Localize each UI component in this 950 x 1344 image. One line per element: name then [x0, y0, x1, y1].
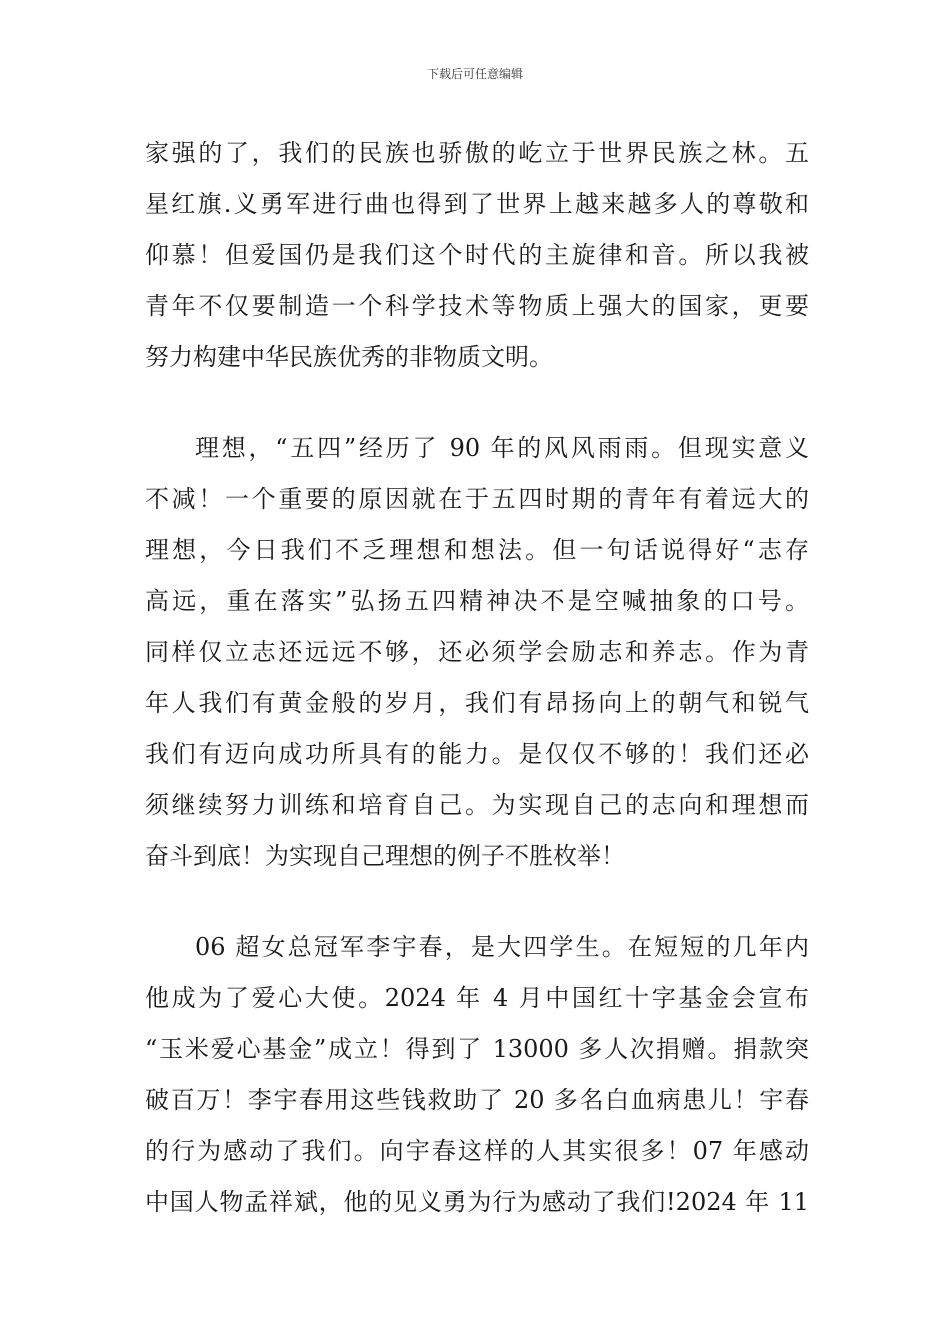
text-line: 中国人物孟祥斌，他的见义勇为行为感动了我们!2024 年 11 — [145, 1188, 809, 1216]
text-line: 理想，“五四”经历了 90 年的风风雨雨。但现实意义 — [195, 434, 809, 462]
text-line: 理想，今日我们不乏理想和想法。但一句话说得好“志存 — [145, 536, 809, 564]
text-line: 不减！一个重要的原因就在于五四时期的青年有着远大的 — [145, 485, 809, 513]
text-line: 年人我们有黄金般的岁月，我们有昂扬向上的朝气和锐气 — [145, 689, 809, 717]
text-line: 努力构建中华民族优秀的非物质文明。 — [145, 343, 553, 371]
text-line: 奋斗到底！为实现自己理想的例子不胜枚举！ — [145, 842, 625, 870]
text-line: “玉米爱心基金”成立！得到了 13000 多人次捐赠。捐款突 — [145, 1035, 809, 1063]
text-line: 我们有迈向成功所具有的能力。是仅仅不够的！我们还必 — [145, 740, 809, 768]
text-line: 破百万！李宇春用这些钱救助了 20 多名白血病患儿！宇春 — [145, 1086, 809, 1114]
paragraph-3 — [145, 922, 809, 1228]
document-body — [145, 128, 809, 1228]
text-line: 同样仅立志还远远不够，还必须学会励志和养志。作为青 — [145, 638, 809, 666]
paragraph-1 — [145, 128, 809, 383]
text-line: 家强的了，我们的民族也骄傲的屹立于世界民族之林。五 — [145, 139, 809, 167]
text-line: 青年不仅要制造一个科学技术等物质上强大的国家，更要 — [145, 292, 809, 320]
paragraph-gap — [145, 882, 809, 922]
text-line: 的行为感动了我们。向宇春这样的人其实很多！07 年感动 — [145, 1137, 809, 1165]
text-line: 06 超女总冠军李宇春，是大四学生。在短短的几年内 — [195, 933, 809, 961]
paragraph-2 — [145, 423, 809, 882]
text-line: 高远，重在落实”弘扬五四精神决不是空喊抽象的口号。 — [145, 587, 809, 615]
text-line: 他成为了爱心大使。2024 年 4 月中国红十字基金会宣布 — [145, 984, 809, 1012]
page-header: 下载后可任意编辑 — [426, 67, 523, 81]
text-line: 星红旗.义勇军进行曲也得到了世界上越来越多人的尊敬和 — [145, 190, 809, 218]
text-line: 须继续努力训练和培育自己。为实现自己的志向和理想而 — [145, 791, 809, 819]
paragraph-gap — [145, 383, 809, 423]
text-line: 仰慕！但爱国仍是我们这个时代的主旋律和音。所以我被 — [145, 241, 809, 269]
